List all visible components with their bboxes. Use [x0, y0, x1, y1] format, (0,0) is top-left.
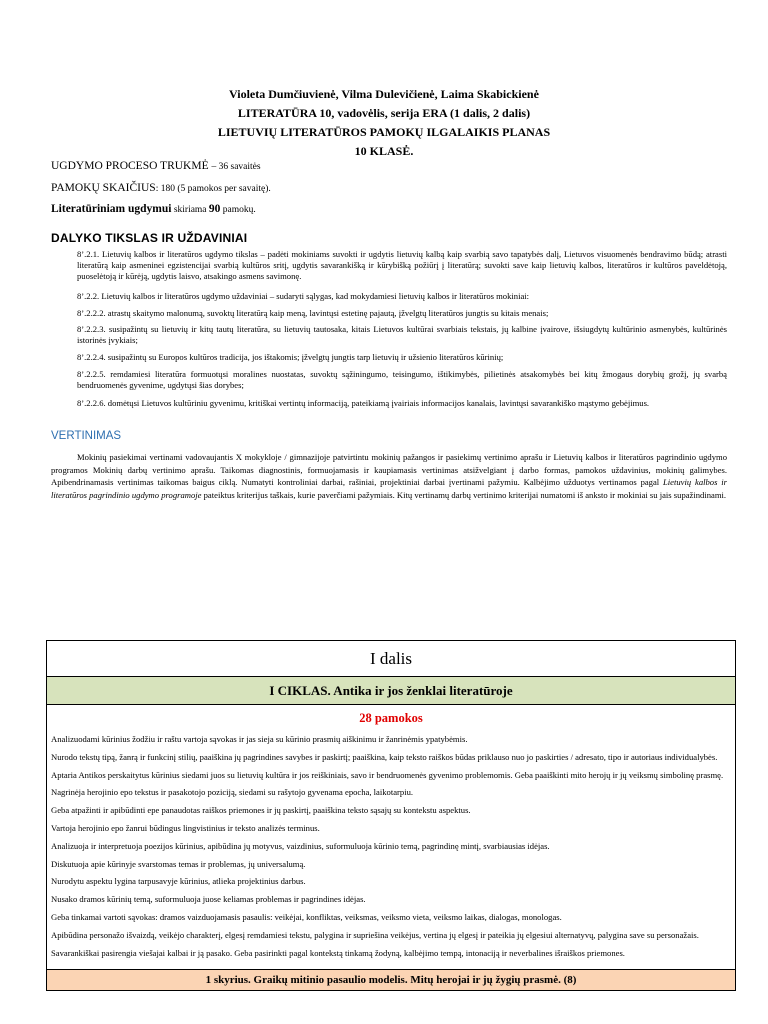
outcome-item: Analizuoja ir interpretuoja poezijos kūrinius, apibūdina jų motyvus, vaizdinius, suformuluoja kūrinio temą, pagrindinę mintį, svarbiausias idėjas.: [51, 840, 550, 851]
literature-count: 90: [208, 203, 221, 215]
goal-text-7: 8’.2.2.6. domėtųsi Lietuvos kultūriniu gyvenimu, kritiškai vertintų informaciją, pateikiamą įvairiais informacijos kanalais, lavintųsi savarankiško mąstymo gebėjimus.: [77, 398, 650, 408]
outcome-item: Nurodo tekstų tipą, žanrą ir funkcinį stilių, paaiškina jų pagrindines savybes ir paskirtį; paaiškina, kaip teksto raiškos būdas priklauso nuo jo paskirties / adresato, tipo ir autoriaus individualybės.: [51, 751, 718, 762]
assessment-program-title: Lietuvių kalbos ir literatūros pagrindinio ugdymo programoje: [51, 477, 727, 500]
plan-table: [46, 640, 736, 991]
lessons-label: PAMOKŲ SKAIČIUS: [51, 182, 156, 194]
literature-line: [51, 203, 731, 215]
duration-value: – 36 savaitės: [211, 162, 261, 172]
grade: 10 KLASĖ.: [354, 144, 414, 158]
book-title: LITERATŪRA 10, vadovėlis, serija ERA (1 dalis, 2 dalis): [237, 106, 531, 120]
plan-title: LIETUVIŲ LITERATŪROS PAMOKŲ ILGALAIKIS PLANAS: [217, 125, 551, 139]
outcome-item: Analizuodami kūrinius žodžiu ir raštu vartoja sąvokas ir jas sieja su kūrinio prasmių aiškinimu ir žanrinėmis ypatybėmis.: [51, 734, 468, 744]
lessons-count: 28 pamokos: [359, 711, 423, 725]
authors: Violeta Dumčiuvienė, Vilma Dulevičienė, Laima Skabickienė: [229, 87, 539, 101]
outcome-item: Geba tinkamai vartoti sąvokas: dramos vaizduojamasis pasaulis: veikėjai, konfliktas, veiksmas, veiksmo vieta, veiksmo laikas, dialogas, monologas.: [51, 911, 562, 922]
goal-text-4: 8’.2.2.3. susipažintų su lietuvių ir kitų tautų literatūra, su lietuvių tautosaka, kitais Lietuvos kultūrai svarbiais tekstais, jų kalbine įvairove, išsiugdytų kultūrinio asmenybės, kultūrinės istorinės įvykiais;: [77, 324, 727, 345]
literature-mid: skiriama: [171, 205, 209, 215]
goal-text-5: 8’.2.2.4. susipažintų su Europos kultūros tradicija, jos ištakomis; įžvelgtų jungtis tarp lietuvių ir užsienio literatūros kūrinių;: [77, 352, 504, 362]
outcome-item: Vartoja herojinio epo žanrui būdingus lingvistinius ir teksto analizės terminus.: [51, 822, 320, 833]
outcome-item: Diskutuoja apie kūrinyje svarstomas temas ir problemas, jų universalumą.: [51, 858, 306, 869]
grade-text: 10 KLASĖ: [354, 144, 411, 158]
literature-label: Literatūriniam ugdymui: [51, 203, 172, 215]
goal-item-3: [51, 308, 727, 319]
goal-item-5: [51, 352, 727, 363]
duration-label: UGDYMO PROCESO TRUKMĖ: [51, 160, 209, 172]
goal-item-2: [51, 291, 727, 302]
duration-line: [51, 160, 731, 172]
goal-text-3: 8’.2.2.2. atrastų skaitymo malonumą, suvoktų literatūrą kaip meną, lavintųsi estetinę pajautą, įžvelgtų literatūros jungtis su kitais menais;: [77, 308, 549, 318]
outcome-item: Savarankiškai pasirengia viešajai kalbai ir ją pasako. Geba pasirinkti pagal kontekstą tinkamą žodyną, kalbėjimo tempą, intonaciją ir neverbalines išraiškos priemones.: [51, 947, 625, 958]
assessment-text-a: Mokinių pasiekimai vertinami vadovaujantis X mokykloje / gimnazijoje patvirtintu mokinių pažangos ir pasiekimų vertinimo aprašu ir Lietuvių kalbos ir literatūros pagrindinio ugdymo programos Mokinių darbų vertinimo aprašu. Taikomas diagnostinis, formuojamasis ir kaupiamasis vertinimas atsižvelgiant į darbo formas, pamokos uždavinius, mokinių galimybes. Apibendrinamasis vertinimas taikomas baigus ciklą. Numatyti kontroliniai darbai, rašiniai, projektiniai darbai įvertinami pažymiu. Kalbėjimo užduotys vertinamos pagal: [51, 452, 727, 487]
lessons-value: : 180 (5 pamokos per savaitę).: [155, 184, 271, 194]
assessment-text: [51, 451, 727, 501]
goal-text-6: 8’.2.2.5. remdamiesi literatūra formuotųsi moralines nuostatas, suvoktų sąžiningumo, teisingumo, ištikimybės, pilietinės atsakomybės bei kitų žmogaus dorybių grožį, jų svarbą bendruomenės gyvenime, ugdytųsi šias dorybes;: [77, 369, 727, 390]
goal-text-1: 8’.2.1. Lietuvių kalbos ir literatūros ugdymo tikslas – padėti mokiniams suvokti ir ugdytis lietuvių kalbą kaip svarbią savo tapatybės dalį, Lietuvos visuomenės bendravimo būdą; atrasti literatūrą kaip asmeninei egzistencijai svarbią kultūros sritį, ugdytis savarankišką ir kūrybišką požiūrį į literatūrą; suvokti save kaip lietuvių kalbos, literatūros ir kultūros paveldėtoją, puoselėtoją ir kūrėją, ugdytis laisvo, atsakingo asmens savimonę.: [77, 249, 727, 281]
goal-item-6: [51, 369, 727, 391]
outcome-item: Nusako dramos kūrinių temą, suformuluoja juose keliamas problemas ir pagrindines idėjas.: [51, 894, 366, 905]
outcome-item: Apibūdina personažo išvaizdą, veikėjo charakterį, elgesį remdamiesi tekstu, palygina ir supriešina veikėjus, vertina jų elgesį ir pateikia jų elgesiui alternatyvų, palygina save su personažais.: [51, 929, 699, 940]
chapter-title: 1 skyrius. Graikų mitinio pasaulio modelis. Mitų herojai ir jų žygių prasmė. (8): [47, 970, 736, 991]
cycle-title: I CIKLAS. Antika ir jos ženklai literatūroje: [47, 677, 736, 705]
goal-item-4: [51, 324, 727, 346]
outcome-item: Aptaria Antikos perskaitytus kūrinius siedami juos su lietuvių kultūra ir jos reiškiniais, savo ir bendruomenės gyvenimo problemomis. Geba paaiškinti mito herojų ir jų veiksmų simbolinę prasmę.: [51, 769, 724, 780]
goal-item-1: [51, 249, 727, 281]
outcome-item: Geba atpažinti ir apibūdinti epe panaudotas raiškos priemones ir jų paskirtį, paaiškina teksto sąsajų su kontekstu aspektus.: [51, 805, 471, 816]
outcome-item: Nagrinėja herojinio epo tekstus ir pasakotojo poziciją, siedami su rašytojo gyvenama epocha, laikotarpiu.: [51, 787, 414, 798]
lessons-line: [51, 182, 731, 194]
assessment-heading: VERTINIMAS: [51, 430, 122, 442]
assessment-text-b: pateiktus kriterijus taškais, kurie paverčiami pažymiais. Kitų vertinamų darbų vertinimo kriterijai numatomi iš anksto ir mokiniai su jais supažindinami.: [201, 489, 727, 500]
goal-item-7: [51, 398, 727, 409]
part-title: I dalis: [47, 641, 736, 677]
document-header: [0, 85, 768, 161]
outcome-item: Nurodytu aspektu lygina tarpusavyje kūrinius, atlieka projektinius darbus.: [51, 876, 306, 887]
cycle-content: [47, 705, 736, 970]
goal-text-2: 8’.2.2. Lietuvių kalbos ir literatūros ugdymo uždaviniai – sudaryti sąlygas, kad mokydamiesi lietuvių kalbos ir literatūros mokiniai:: [77, 291, 530, 301]
goals-heading: DALYKO TIKSLAS IR UŽDAVINIAI: [51, 231, 248, 245]
literature-end: pamokų.: [220, 205, 256, 215]
